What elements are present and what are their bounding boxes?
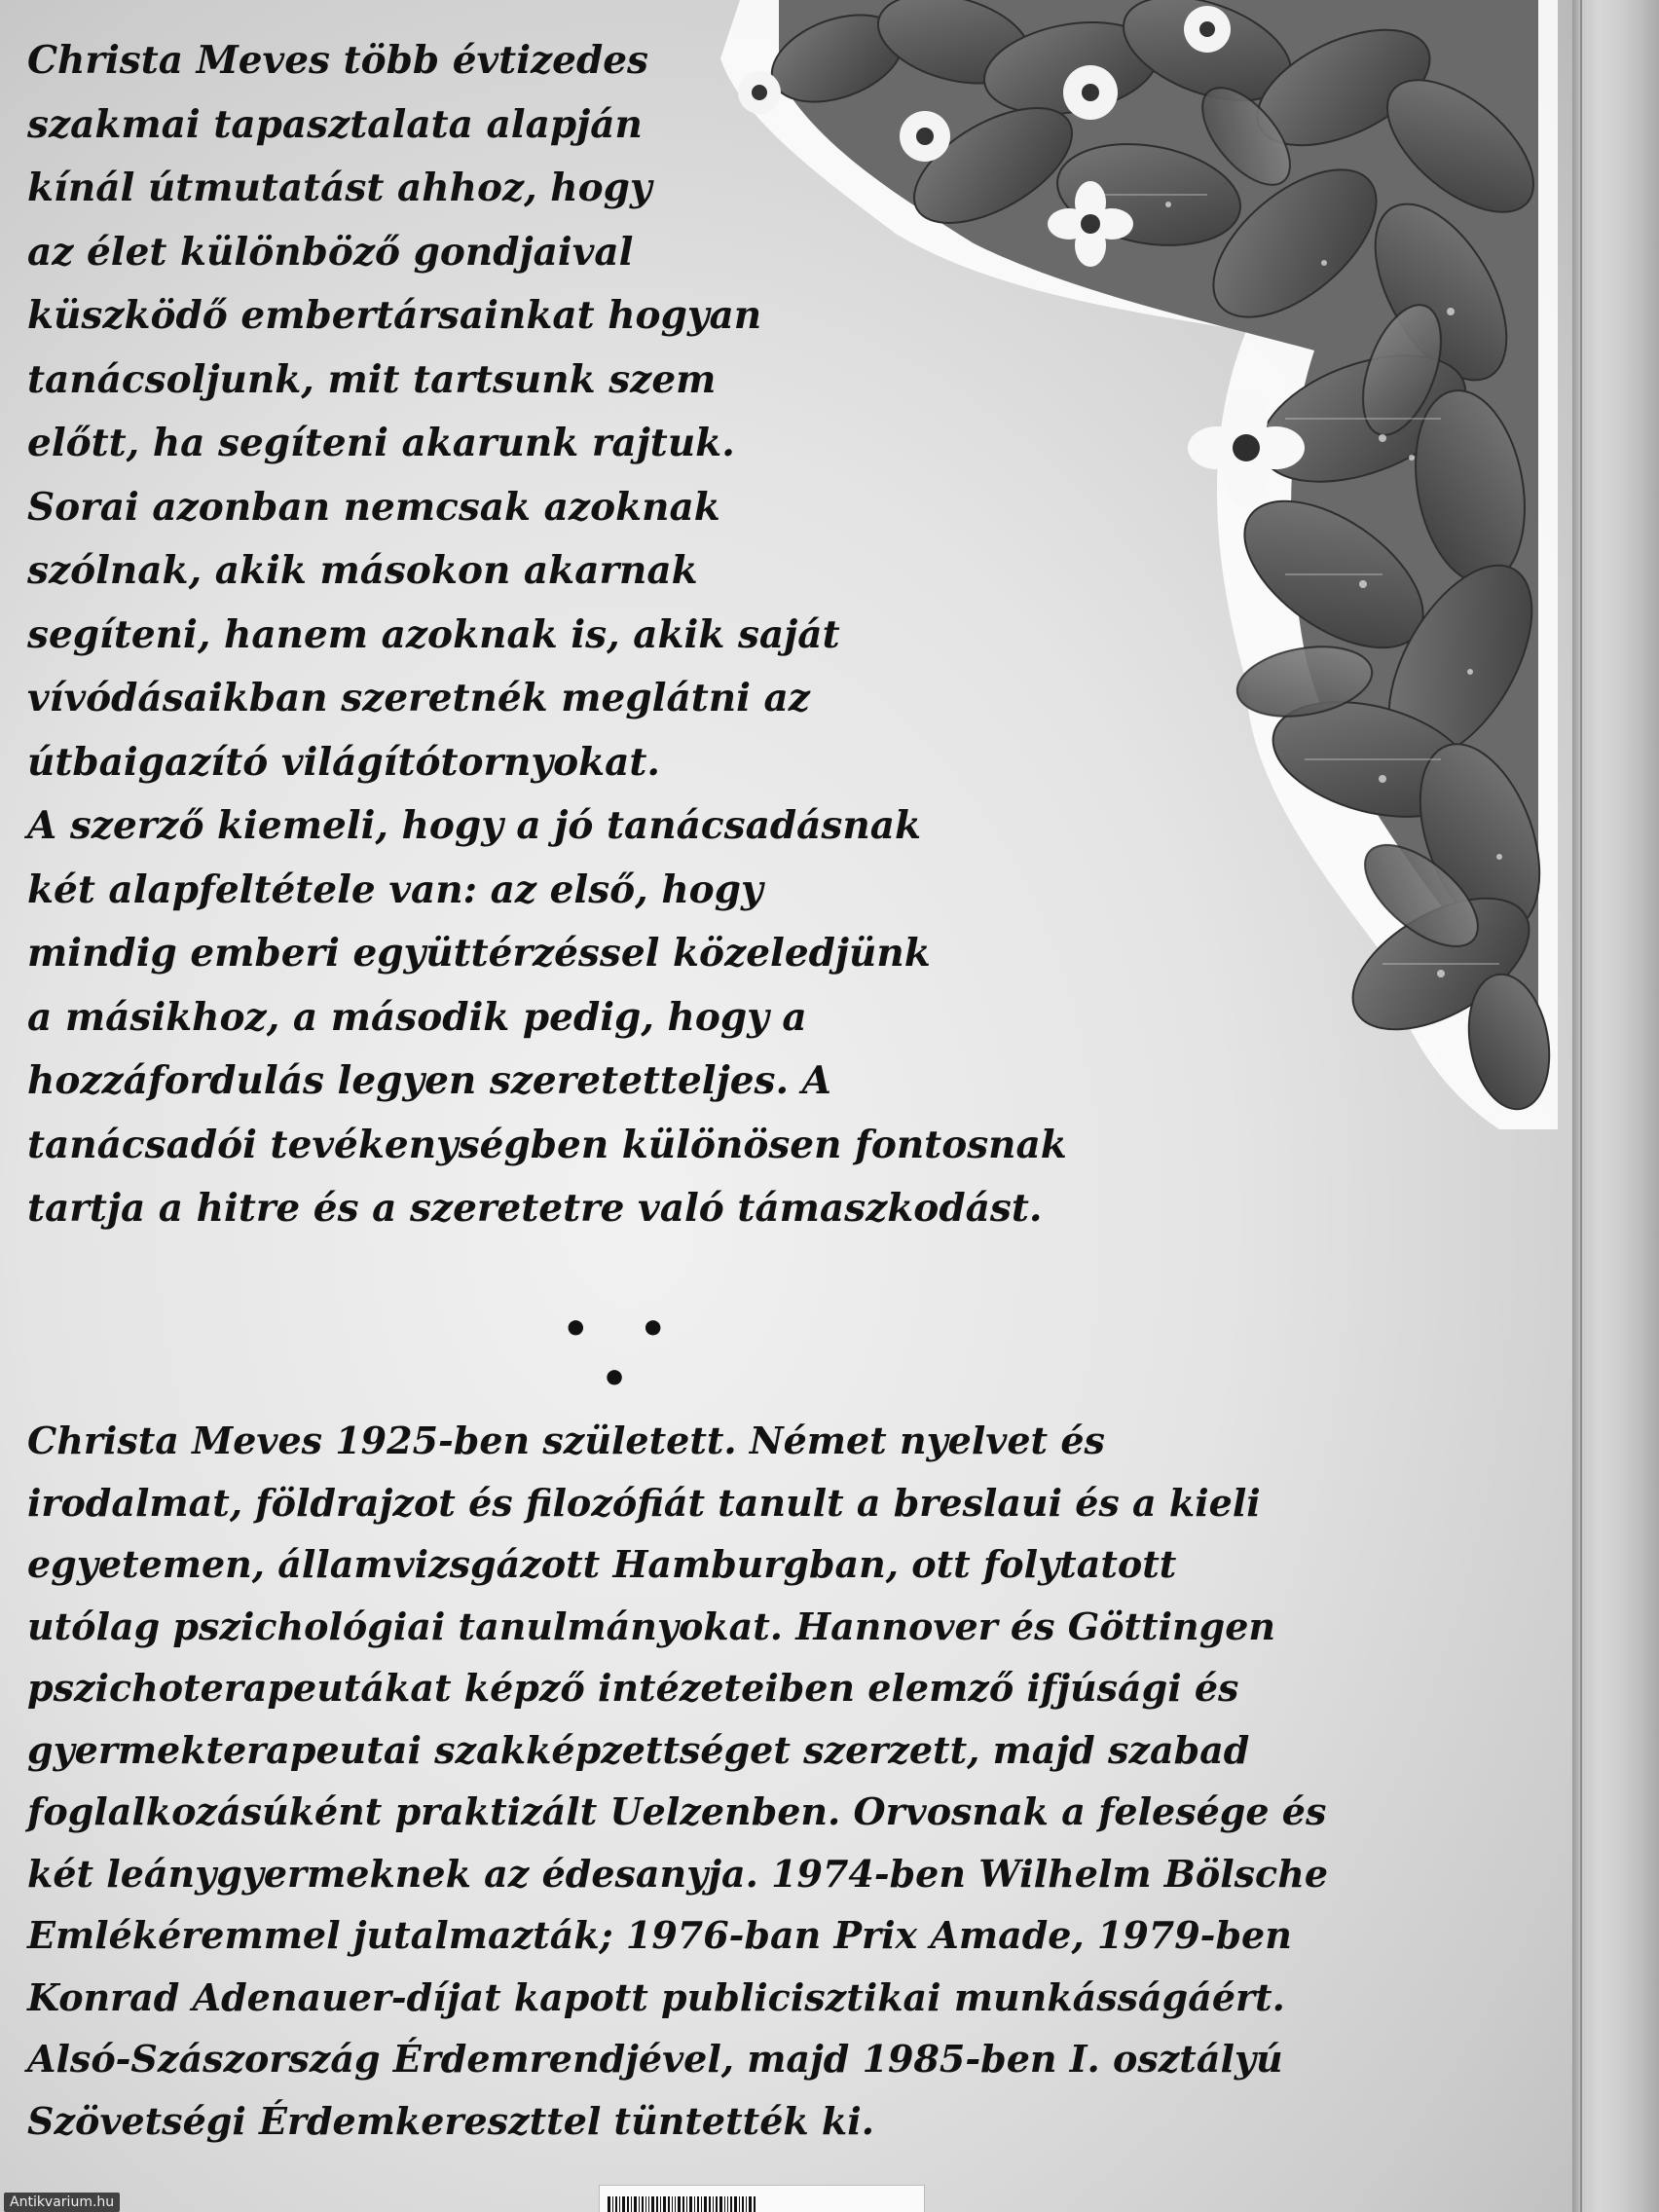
text-line: a másikhoz, a második pedig, hogy a [27, 994, 807, 1040]
text-line: Konrad Adenauer-díjat kapott publicisztikai munkásságáért. [27, 1974, 1285, 2019]
text-line: kínál útmutatást ahhoz, hogy [27, 166, 652, 210]
barcode [599, 2185, 925, 2212]
text-line: az élet különböző gondjaival [27, 229, 634, 275]
text-line: szakmai tapasztalata alapján [27, 101, 643, 147]
text-line: A szerző kiemeli, hogy a jó tanácsadásnak [27, 803, 922, 848]
text-line: Christa Meves több évtizedes [27, 38, 649, 83]
text-line: mindig emberi együttérzéssel közeledjünk [27, 931, 931, 976]
text-line: hozzáfordulás legyen szeretetteljes. A [27, 1058, 831, 1103]
text-line: foglalkozásúként praktizált Uelzenben. Orvosnak a felesége és [27, 1789, 1327, 1833]
watermark-label: Antikvarium.hu [4, 2193, 120, 2212]
text-line: Alsó-Szászország Érdemrendjével, majd 1985-ben I. osztályú [27, 2037, 1283, 2081]
text-line: két leánygyermeknek az édesanyja. 1974-ben Wilhelm Bölsche [27, 1851, 1328, 1896]
text-line: előtt, ha segíteni akarunk rajtuk. [27, 421, 735, 465]
text-line: irodalmat, földrajzot és filozófiát tanult a breslaui és a kieli [27, 1480, 1261, 1525]
text-line: küszködő embertársainkat hogyan [27, 293, 762, 338]
text-line: vívódásaikban szeretnék meglátni az [27, 676, 810, 720]
text-line: útbaigazító világítótornyokat. [27, 739, 660, 785]
author-bio-paragraph [27, 1410, 1328, 2152]
text-line: egyetemen, államvizsgázott Hamburgban, ott folytatott [27, 1542, 1177, 1586]
text-line: segíteni, hanem azoknak is, akik saját [27, 611, 840, 657]
text-line: Christa Meves 1925-ben született. Német nyelvet és [27, 1419, 1105, 1462]
text-line: tartja a hitre és a szeretetre való támaszkodást. [27, 1186, 1043, 1231]
text-line: gyermekterapeutai szakképzettséget szerzett, majd szabad [27, 1727, 1250, 1772]
description-paragraph [27, 29, 1067, 1241]
text-line: pszichoterapeutákat képző intézeteiben elemző ifjúsági és [27, 1666, 1239, 1710]
text-line: Emlékéremmel jutalmazták; 1976-ban Prix Amade, 1979-ben [27, 1913, 1292, 1957]
text-line: tanácsoljunk, mit tartsunk szem [27, 356, 717, 402]
text-line: két alapfeltétele van: az első, hogy [27, 866, 763, 912]
text-line: szólnak, akik másokon akarnak [27, 548, 698, 593]
text-line: tanácsadói tevékenységben különösen fontosnak [27, 1122, 1067, 1167]
text-line: Szövetségi Érdemkereszttel tüntették ki. [27, 2098, 874, 2143]
text-line: Sorai azonban nemcsak azoknak [27, 484, 720, 530]
book-spine-edge [1572, 0, 1659, 2212]
text-line: utólag pszichológiai tanulmányokat. Hannover és Göttingen [27, 1604, 1276, 1648]
section-separator: • • • [562, 1305, 684, 1404]
